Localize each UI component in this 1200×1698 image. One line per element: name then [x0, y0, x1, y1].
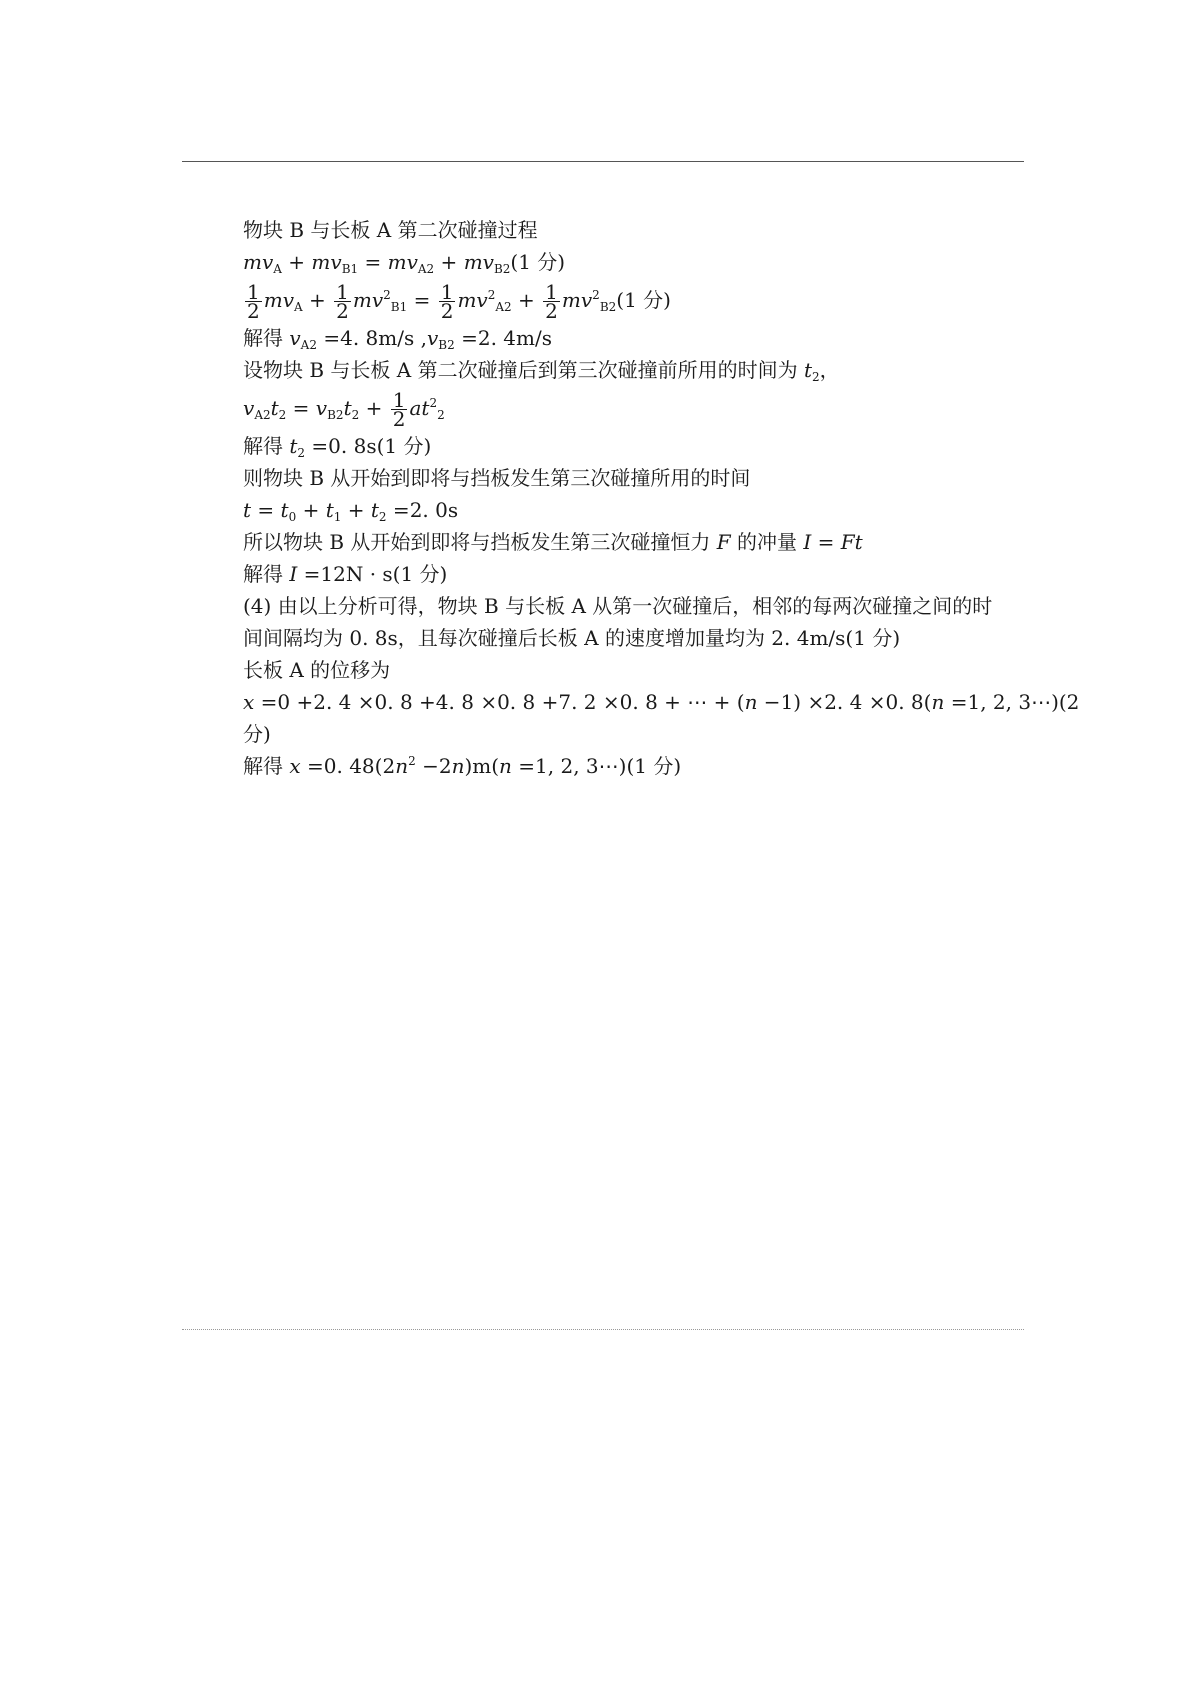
- time-result: 解得 $t_2 =0$. 8s(1 分): [243, 434, 432, 460]
- displacement-result: 解得 x =0. $48(2n^2 -2n)m(n =1$, 2, 3⋯)(1 分): [243, 754, 682, 778]
- text-line-time-define: 设物块 B 与长板 A 第二次碰撞后到第三次碰撞前所用的时间为 $t_2$，: [243, 358, 840, 384]
- momentum-equation: $mv_A + mv_{B1} = mv_{A2} + mv_{B2}(1$ 分): [243, 250, 566, 276]
- solution-text: [243, 214, 1080, 782]
- footer-rule: [182, 1329, 1024, 1330]
- text-line-part4-a: (4) 由以上分析可得，物块 B 与长板 A 从第一次碰撞后，相邻的每两次碰撞之间的时: [243, 594, 993, 618]
- total-time-equation: $t = t_0 + t_1 + t_2 =2$. 0s: [243, 498, 459, 524]
- velocity-result: 解得 $v_{A2} =4$. 8m/s $,v_{B2} =2$. 4m/s: [243, 326, 552, 352]
- impulse-result: 解得 I =12N · s(1 分): [243, 562, 448, 586]
- text-line-displacement: 长板 A 的位移为: [243, 658, 391, 682]
- impulse-definition: 所以物块 B 从开始到即将与挡板发生第三次碰撞恒力 F 的冲量 I = Ft: [243, 530, 863, 554]
- text-line-total-time: 则物块 B 从开始到即将与挡板发生第三次碰撞所用的时间: [243, 466, 751, 490]
- displacement-sum: x =0 +2. 4 ×0. 8 +4. 8 ×0. 8 +7. 2 ×0. 8 + ⋯ + (n −1) ×2. 4 ×0. 8(n =1, 2, 3⋯)(2: [243, 690, 1080, 714]
- text-line-1: 物块 B 与长板 A 第二次碰撞过程: [243, 218, 538, 242]
- text-line-part4-b: 间间隔均为 0. 8s，且每次碰撞后长板 A 的速度增加量均为 2. 4m/s(1 分): [243, 626, 901, 650]
- header-rule: [182, 161, 1024, 162]
- displacement-sum-continued: 分): [243, 722, 271, 746]
- kinematic-equation: $v_{A2}t_2 = v_{B2}t_2$ + $\frac{1}{2}$ $at^2_2$: [243, 388, 445, 431]
- energy-equation: $\frac{1}{2}$ $mv_A$ + $\frac{1}{2}$ $mv^2_{B1}$ = $\frac{1}{2}$ $mv^2_{A2}$ + $\frac{1}{2}$ $mv^2_{B2}(1$ 分): [247, 280, 671, 323]
